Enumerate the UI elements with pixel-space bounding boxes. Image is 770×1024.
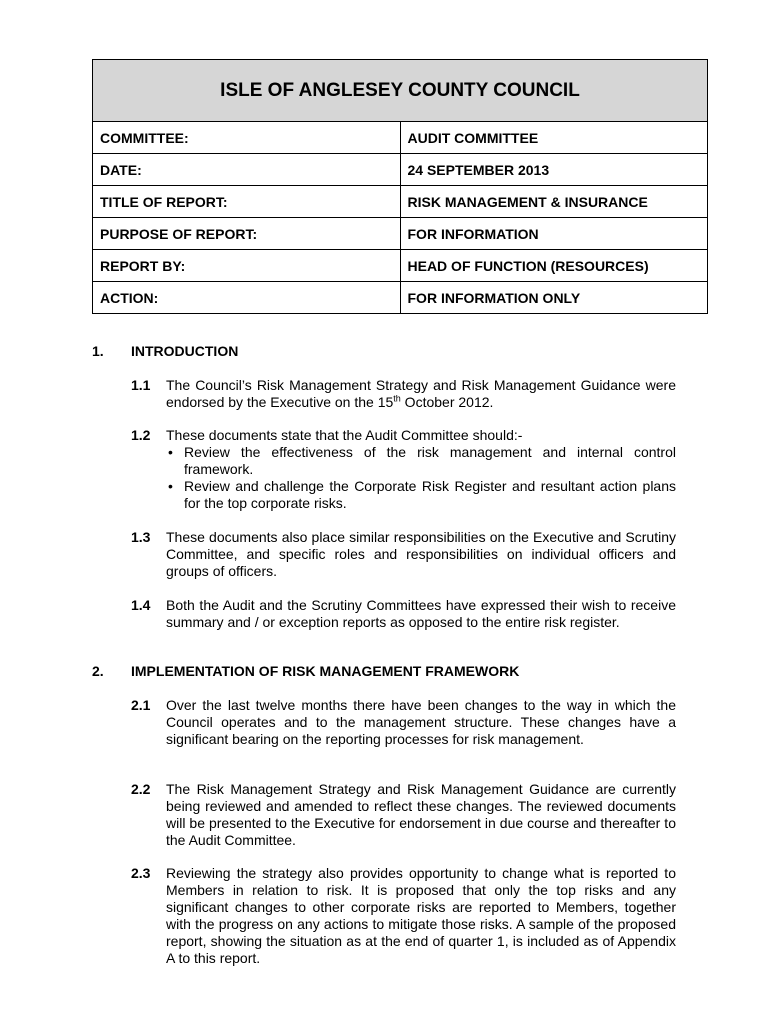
header-value: HEAD OF FUNCTION (RESOURCES) [400, 250, 708, 282]
paragraph-text: The Council’s Risk Management Strategy and Risk Management Guidance were endorsed by the Executive on the 15 [166, 377, 676, 410]
paragraph-text: October 2012. [400, 394, 494, 410]
header-row-date [93, 154, 708, 186]
paragraph-1-4: Both the Audit and the Scrutiny Committees have expressed their wish to receive summary and / or exception reports as opposed to the entire risk register. [166, 597, 676, 630]
header-row-committee [93, 122, 708, 154]
header-label: PURPOSE OF REPORT: [93, 218, 401, 250]
paragraph-number: 2.3 [131, 865, 151, 881]
header-value: FOR INFORMATION ONLY [400, 282, 708, 314]
section-heading-introduction: INTRODUCTION [131, 343, 239, 359]
report-header-table [92, 59, 708, 314]
ordinal-suffix: th [393, 393, 401, 404]
paragraph-2-3: Reviewing the strategy also provides opportunity to change what is reported to Members in relation to risk. It is proposed that only the top risks and any significant changes to other corporate risks are reported to Members, together with the progress on any actions to mitigate those risks. A sample of the proposed report, showing the situation as at the end of quarter 1, is included as of Appendix A to this report. [166, 865, 676, 966]
bullet-item: • Review the effectiveness of the risk management and internal control framework. [166, 444, 676, 478]
paragraph-2-1: Over the last twelve months there have been changes to the way in which the Council operates and to the management structure. These changes have a significant bearing on the reporting processes for risk management. [166, 697, 676, 747]
bullet-item: • Review and challenge the Corporate Risk Register and resultant action plans for the top corporate risks. [166, 478, 676, 512]
header-label: ACTION: [93, 282, 401, 314]
paragraph-number: 1.1 [131, 377, 151, 393]
header-label: TITLE OF REPORT: [93, 186, 401, 218]
council-title: ISLE OF ANGLESEY COUNTY COUNCIL [93, 60, 708, 122]
header-value: 24 SEPTEMBER 2013 [400, 154, 708, 186]
paragraph-1-3: These documents also place similar responsibilities on the Executive and Scrutiny Committee, and specific roles and responsibilities on individual officers and groups of officers. [166, 529, 676, 579]
paragraph-number: 1.4 [131, 597, 151, 613]
section-heading-implementation: IMPLEMENTATION OF RISK MANAGEMENT FRAMEWORK [131, 663, 520, 679]
bullet-list [166, 444, 676, 512]
header-label: COMMITTEE: [93, 122, 401, 154]
header-value: FOR INFORMATION [400, 218, 708, 250]
section-number: 1. [92, 343, 104, 359]
paragraph-number: 2.1 [131, 697, 151, 713]
header-value: RISK MANAGEMENT & INSURANCE [400, 186, 708, 218]
section-number: 2. [92, 663, 104, 679]
paragraph-2-2: The Risk Management Strategy and Risk Management Guidance are currently being reviewed and amended to reflect these changes. The reviewed documents will be presented to the Executive for endorsement in due course and thereafter to the Audit Committee. [166, 781, 676, 848]
header-value: AUDIT COMMITTEE [400, 122, 708, 154]
header-label: DATE: [93, 154, 401, 186]
paragraph-number: 2.2 [131, 781, 151, 797]
header-row-title [93, 186, 708, 218]
paragraph-number: 1.2 [131, 427, 151, 443]
header-row-report-by [93, 250, 708, 282]
paragraph-number: 1.3 [131, 529, 151, 545]
header-row-purpose [93, 218, 708, 250]
header-row-action [93, 282, 708, 314]
header-label: REPORT BY: [93, 250, 401, 282]
paragraph-1-2: These documents state that the Audit Committee should:- [166, 427, 523, 443]
paragraph-1-1 [166, 377, 676, 411]
